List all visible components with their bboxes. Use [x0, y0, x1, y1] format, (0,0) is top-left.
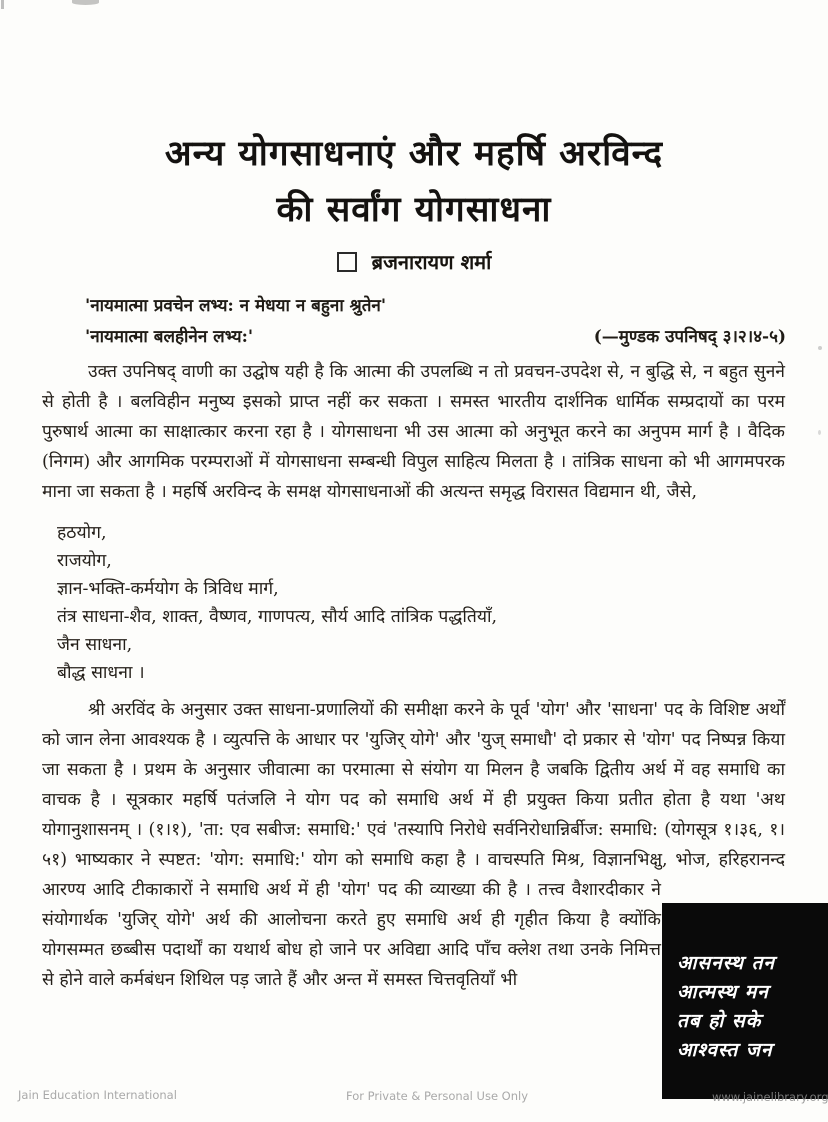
footer — [0, 1086, 828, 1106]
author-byline — [0, 248, 828, 275]
yoga-sadhana-list — [57, 519, 786, 687]
paragraph-1: उक्त उपनिषद् वाणी का उद्घोष यही है कि आत्मा की उपलब्धि न तो प्रवचन-उपदेश से, न बुद्धि से, न बहुत सुनने से होती है । बलविहीन मनुष्य इसको प्राप्त नहीं कर सकता । समस्त भारतीय दार्शनिक धार्मिक सम्प्रदायों का परम पुरुषार्थ आत्मा का साक्षात्कार करना रहा है । योगसाधना भी उस आत्मा को अनुभूत करने का अनुपम मार्ग है । वैदिक (निगम) और आगमिक परम्पराओं में योगसाधना सम्बन्धी विपुल साहित्य मिलता है । तांत्रिक साधना को भी आगमपरक माना जा सकता है । महर्षि अरविन्द के समक्ष योगसाधनाओं की अत्यन्त समृद्ध विरासत विद्यमान थी, जैसे, — [42, 362, 785, 502]
epigraph-quote — [85, 291, 786, 353]
square-bullet-icon — [337, 252, 357, 272]
verse-line-4: आश्वस्त जन — [677, 1039, 773, 1061]
list-item: तंत्र साधना-शैव, शाक्त, वैष्णव, गाणपत्य, सौर्य आदि तांत्रिक पद्धतियाँ, — [57, 607, 498, 627]
verse-line-3: तब हो सके — [677, 1010, 762, 1032]
footer-usage-note: For Private & Personal Use Only — [346, 1089, 529, 1103]
epigraph-line-2-row — [85, 322, 786, 353]
scan-artifact-mark — [1, 0, 4, 9]
verse-line-2: आत्मस्थ मन — [677, 981, 769, 1003]
list-item: बौद्ध साधना । — [57, 663, 145, 683]
article-title-line-2: की सर्वांग योगसाधना — [276, 190, 552, 230]
article-title — [30, 126, 798, 238]
author-name: ब्रजनारायण शर्मा — [371, 250, 492, 274]
list-item: राजयोग, — [57, 551, 112, 571]
epigraph-line-2: 'नायमात्मा बलहीनेन लभ्य:' — [85, 327, 254, 347]
epigraph-reference: (—मुण्डक उपनिषद् ३।२।४-५) — [593, 327, 786, 347]
scan-artifact-mark — [72, 0, 99, 5]
footer-publisher: Jain Education International — [18, 1088, 177, 1102]
verse-line-1: आसनस्थ तन — [677, 952, 775, 974]
article-title-line-1: अन्य योगसाधनाएं और महर्षि अरविन्द — [164, 134, 664, 174]
list-item: हठयोग, — [57, 523, 107, 543]
scan-artifact-speck — [818, 346, 822, 350]
epigraph-line-1: 'नायमात्मा प्रवचेन लभ्य: न मेधया न बहुना श्रुतेन' — [85, 296, 387, 316]
scan-artifact-speck — [818, 430, 821, 435]
list-item: ज्ञान-भक्ति-कर्मयोग के त्रिविध मार्ग, — [57, 579, 279, 599]
paragraph-2: श्री अरविंद के अनुसार उक्त साधना-प्रणालियों की समीक्षा करने के पूर्व 'योग' और 'साधना' पद के विशिष्ट अर्थों को जान लेना आवश्यक है । व्युत्पत्ति के आधार पर 'युजिर् योगे' और 'युज् समाधौ' दो प्रकार से 'योग' पद निष्पन्न किया जा सकता है । प्रथम के अनुसार जीवात्मा का परमात्मा से संयोग या मिलन है जबकि द्वितीय अर्थ में वह समाधि का वाचक है । सूत्रकार महर्षि पतंजलि ने योग पद को समाधि अर्थ में ही प्रयुक्त किया प्रतीत होता है यथा 'अथ योगानुशासनम् । (१।१), 'ता: एव सबीज: समाधि:' एवं 'तस्यापि निरोधे सर्वनिरोधान्निर्बीज: समाधि: (योगसूत्र १।३६, १।५१) भाष्यकार ने स्पष्टत: 'योग: समाधि:' योग को समाधि कहा है । वाचस्पति मिश्र, विज्ञानभिक्षु, भोज, हरिहरानन्द आरण्य आदि टीकाकारों ने समाधि अर्थ में ही 'योग' पद की व्याख्या की है । तत्त्व वैशारदीकार ने संयोगार्थक 'युजिर् योगे' अर्थ की आलोचना करते हुए समाधि अर्थ ही गृहीत किया है क्योंकि योगसम्मत छब्बीस पदार्थों का यथार्थ बोध हो जाने पर अविद्या आदि पाँच क्लेश तथा उनके निमित्त से होने वाले कर्मबंधन शिथिल पड़ जाते हैं और अन्त में समस्त चित्तवृतियाँ भी — [42, 700, 785, 990]
list-item: जैन साधना, — [57, 635, 133, 655]
verse-highlight-box — [662, 903, 828, 1099]
footer-website-url: www.jainelibrary.org — [712, 1090, 828, 1104]
